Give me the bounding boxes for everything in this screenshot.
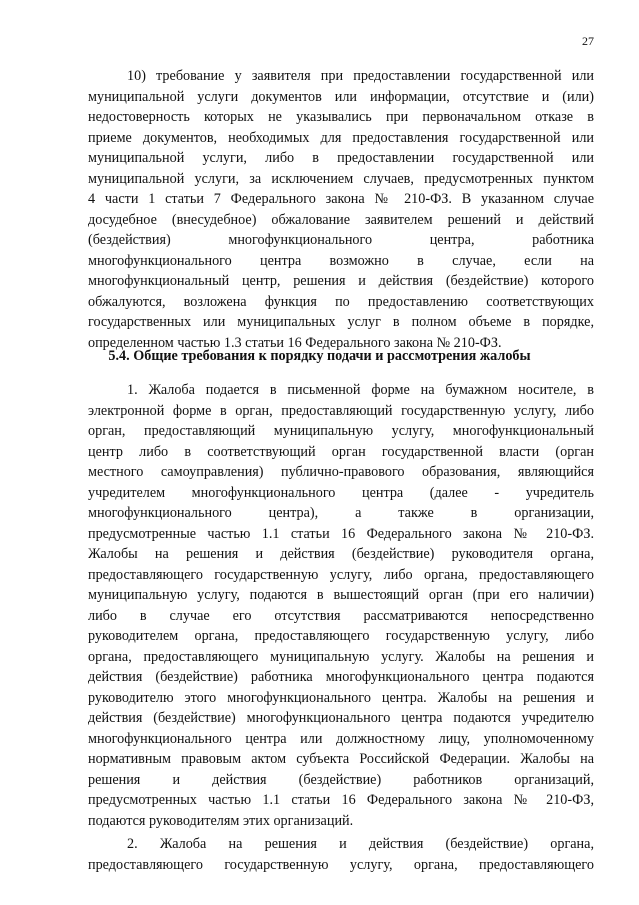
- para10-line: обжалуются, возложена функция по предоставлению соответствующих: [88, 293, 594, 310]
- para10-line: досудебное (внесудебное) обжалование заявителем решений и действий: [88, 211, 594, 228]
- item2-line: 2. Жалоба на решения и действия (бездействие) органа,: [127, 836, 594, 852]
- item1-line: органа, предоставляющего муниципальную услугу. Жалобы на решения и: [88, 648, 594, 665]
- para10-line: муниципальной услуги, за исключением случаев, предусмотренных пунктом: [88, 170, 594, 187]
- item2-line: предоставляющего государственную услугу, органа, предоставляющего: [88, 856, 594, 873]
- item1-line: предоставляющего государственную услугу, либо органа, предоставляющего: [88, 566, 594, 583]
- item1-line: решения и действия (бездействие) работников организаций,: [88, 771, 594, 788]
- para10-line: многофункционального центра возможно в случае, если на: [88, 252, 594, 269]
- item1-line: действия (бездействие) многофункционального центра подаются учредителю: [88, 710, 594, 726]
- item1-line: электронной форме в орган, предоставляющий государственную услугу, либо: [88, 402, 594, 419]
- para10-line: муниципальной услуги, либо в предоставлении государственной или: [88, 150, 594, 166]
- item1-line: многофункционального центра), а также в организации,: [88, 505, 594, 521]
- item1-line: руководителем органа, предоставляющего государственную услугу, либо: [88, 628, 594, 644]
- para10-line: 4 части 1 статьи 7 Федерального закона № 210-ФЗ. В указанном случае: [88, 191, 594, 207]
- para10-line: недостоверность которых не указывались при первоначальном отказе в: [88, 109, 594, 125]
- para10-line: приеме документов, необходимых для предоставления государственной или: [88, 129, 594, 146]
- item1-line: учредителем многофункционального центра (далее - учредитель: [88, 484, 594, 501]
- item1-line: руководителю этого многофункционального центра. Жалобы на решения и: [88, 689, 594, 706]
- item1-line: орган, предоставляющий муниципальную услугу, многофункциональный: [88, 423, 594, 439]
- para10-line: (бездействия) многофункционального центра, работника: [88, 232, 594, 248]
- para10-line: 10) требование у заявителя при предоставлении государственной или: [127, 68, 594, 84]
- item1-line: многофункционального центра или должностному лицу, уполномоченному: [88, 730, 594, 747]
- item1-line: Жалобы на решения и действия (бездействие) руководителя органа,: [88, 546, 594, 562]
- item1-line: предусмотренные частью 1.1 статьи 16 Федерального закона № 210-ФЗ.: [88, 525, 594, 542]
- item1-line: 1. Жалоба подается в письменной форме на бумажном носителе, в: [127, 382, 594, 398]
- item1-line: либо в случае его отсутствия рассматриваются непосредственно: [88, 607, 594, 624]
- para10-line: государственных или муниципальных услуг в полном объеме в порядке,: [88, 314, 594, 330]
- para10-line: определенном частью 1.3 статьи 16 Федерального закона № 210-ФЗ.: [88, 334, 502, 351]
- item1-line: местного самоуправления) публично-правового образования, являющийся: [88, 464, 594, 480]
- page-number: 27: [582, 34, 594, 48]
- section-heading: 5.4. Общие требования к порядку подачи и рассмотрения жалобы: [108, 348, 531, 364]
- para10-line: многофункциональный центр, решения и действия (бездействие) которого: [88, 273, 594, 289]
- item1-line: предусмотренных частью 1.1 статьи 16 Федерального закона № 210-ФЗ,: [88, 792, 594, 808]
- item1-line: подаются руководителям этих организаций.: [88, 812, 354, 829]
- item1-line: муниципальную услугу, подаются в вышестоящий орган (при его наличии): [88, 587, 594, 603]
- para10-line: муниципальной услуги документов или информации, отсутствие и (или): [88, 88, 594, 105]
- item1-line: центр либо в соответствующий орган государственной власти (орган: [88, 443, 594, 460]
- item1-line: действия (бездействие) работника многофункционального центра подаются: [88, 669, 594, 685]
- item1-line: нормативным правовым актом субъекта Российской Федерации. Жалобы на: [88, 751, 594, 767]
